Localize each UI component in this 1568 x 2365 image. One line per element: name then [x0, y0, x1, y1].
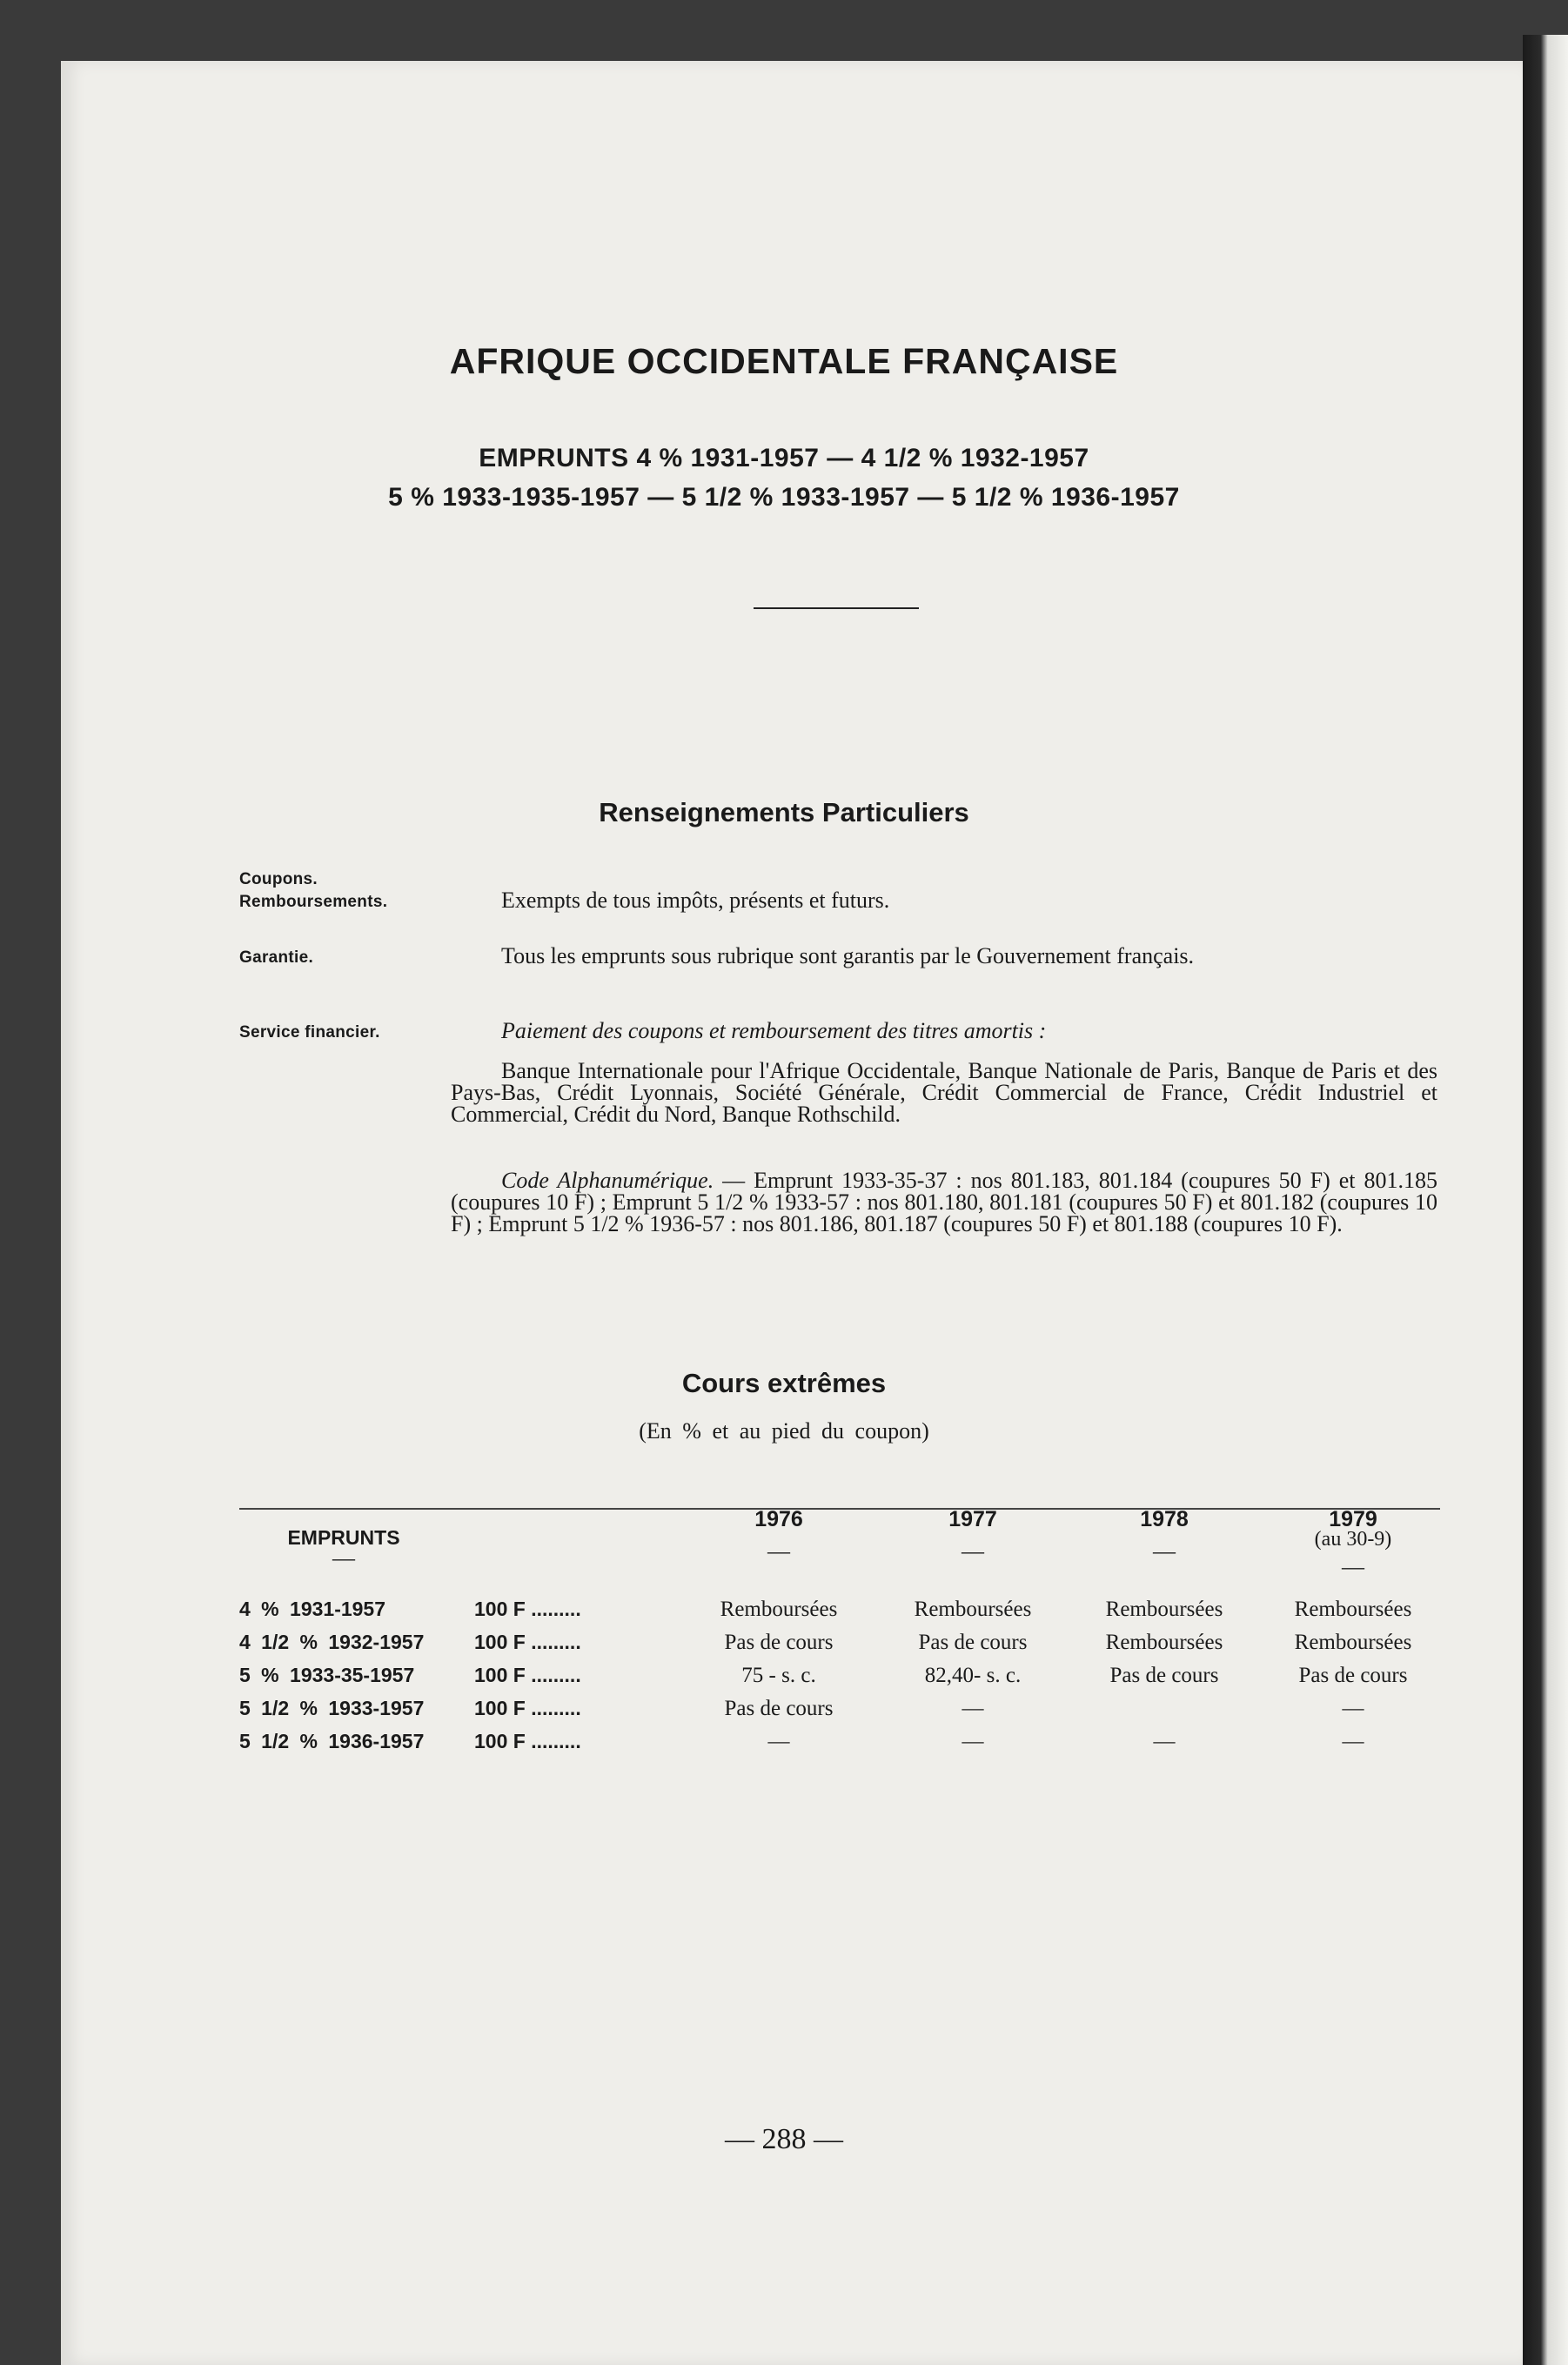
subtitle-line-2: 5 % 1933-1935-1957 — 5 1/2 % 1933-1957 — 5 1/2 % 1936-1957	[388, 483, 1180, 512]
section-heading-cours: Cours extrêmes	[681, 1368, 887, 1398]
row-nominal: 100 F .........	[474, 1730, 581, 1752]
code-text: — Emprunt 1933-35-37 : nos 801.183, 801.184 (coupures 50 F) et 801.185 (coupures 10 F) ; Emprunt 5 1/2 % 1933-57 : nos 801.180, 801.181 (coupures 50 F) et 801.182 (coupures 10 F) ; Emprunt 5 1/2 % 1936-57 : nos 801.186, 801.187 (coupures 50 F) et 801.188 (coupures 10 F).	[451, 1168, 1437, 1236]
section-heading-renseignements: Renseignements Particuliers	[599, 797, 969, 827]
label-garantie: Garantie.	[239, 948, 314, 967]
cours-note: (En % et au pied du coupon)	[639, 1418, 929, 1444]
row-emprunt-name: 4 1/2 % 1932-1957	[239, 1631, 425, 1653]
row-emprunt-name: 5 1/2 % 1933-1957	[239, 1697, 425, 1719]
row-value-1979: —	[1342, 1730, 1364, 1753]
banks-text: Banque Internationale pour l'Afrique Occidentale, Banque Nationale de Paris, Banque de Paris et des Pays-Bas, Crédit Lyonnais, Société Générale, Crédit Commercial de France, Crédit Industriel et Commercial, Crédit du Nord, Banque Rothschild.	[451, 1058, 1437, 1127]
label-coupons: Coupons.	[239, 870, 318, 888]
row-value-1978: —	[1153, 1730, 1176, 1753]
garantie-text: Tous les emprunts sous rubrique sont garantis par le Gouvernement français.	[501, 943, 1195, 968]
row-value-1979: Remboursées	[1294, 1598, 1412, 1621]
col-dash-1978: —	[1153, 1538, 1176, 1564]
page-title: AFRIQUE OCCIDENTALE FRANÇAISE	[449, 341, 1119, 381]
code-alphanumerique-paragraph	[451, 1169, 1437, 1235]
row-value-1976: Remboursées	[720, 1598, 838, 1621]
row-emprunt-name: 4 % 1931-1957	[239, 1598, 386, 1620]
page-edge	[1523, 35, 1568, 2365]
subtitle-line-1: EMPRUNTS 4 % 1931-1957 — 4 1/2 % 1932-1957	[479, 444, 1089, 472]
row-value-1977: —	[962, 1697, 984, 1720]
row-emprunt-name: 5 % 1933-35-1957	[239, 1664, 415, 1686]
row-value-1977: Remboursées	[914, 1598, 1032, 1621]
col-header-emprunts: EMPRUNTS	[287, 1526, 400, 1549]
row-value-1976: 75 - s. c.	[741, 1664, 816, 1687]
row-nominal: 100 F .........	[474, 1664, 581, 1686]
row-emprunt-name: 5 1/2 % 1936-1957	[239, 1730, 425, 1752]
row-value-1977: 82,40- s. c.	[924, 1664, 1022, 1687]
row-nominal: 100 F .........	[474, 1697, 581, 1719]
col-header-1978: 1978	[1140, 1507, 1189, 1531]
code-label: Code Alphanumérique.	[501, 1168, 714, 1193]
col-dash-1979: —	[1342, 1554, 1364, 1579]
row-value-1978: Remboursées	[1105, 1631, 1223, 1654]
label-remboursements: Remboursements.	[239, 893, 388, 911]
col-header-1979-note: (au 30-9)	[1314, 1528, 1392, 1551]
row-nominal: 100 F .........	[474, 1631, 581, 1653]
table-row	[239, 1664, 1440, 1697]
row-value-1978: Pas de cours	[1109, 1664, 1219, 1687]
row-value-1977: —	[962, 1730, 984, 1753]
col-header-1977: 1977	[948, 1507, 997, 1531]
row-value-1979: Remboursées	[1294, 1631, 1412, 1654]
table-row	[239, 1697, 1440, 1730]
col-header-1976: 1976	[754, 1507, 803, 1531]
row-value-1977: Pas de cours	[918, 1631, 1028, 1654]
row-value-1976: Pas de cours	[724, 1631, 834, 1654]
row-value-1976: —	[767, 1730, 790, 1753]
row-value-1978: Remboursées	[1105, 1598, 1223, 1621]
exempts-text: Exempts de tous impôts, présents et futurs.	[501, 888, 890, 913]
title-separator	[754, 607, 919, 609]
row-nominal: 100 F .........	[474, 1598, 581, 1620]
table-row	[239, 1631, 1440, 1664]
col-dash-1977: —	[962, 1538, 984, 1564]
row-value-1976: Pas de cours	[724, 1697, 834, 1720]
table-row	[239, 1598, 1440, 1631]
col-dash-1976: —	[767, 1538, 790, 1564]
service-intro: Paiement des coupons et remboursement des titres amortis :	[501, 1018, 1047, 1043]
row-value-1979: Pas de cours	[1298, 1664, 1408, 1687]
col-dash-emprunts: —	[332, 1545, 355, 1571]
col-header-1979: 1979	[1329, 1507, 1377, 1531]
table-row	[239, 1730, 1440, 1763]
row-value-1979: —	[1342, 1697, 1364, 1720]
page-number: — 288 —	[725, 2123, 843, 2155]
label-service-financier: Service financier.	[239, 1023, 380, 1042]
